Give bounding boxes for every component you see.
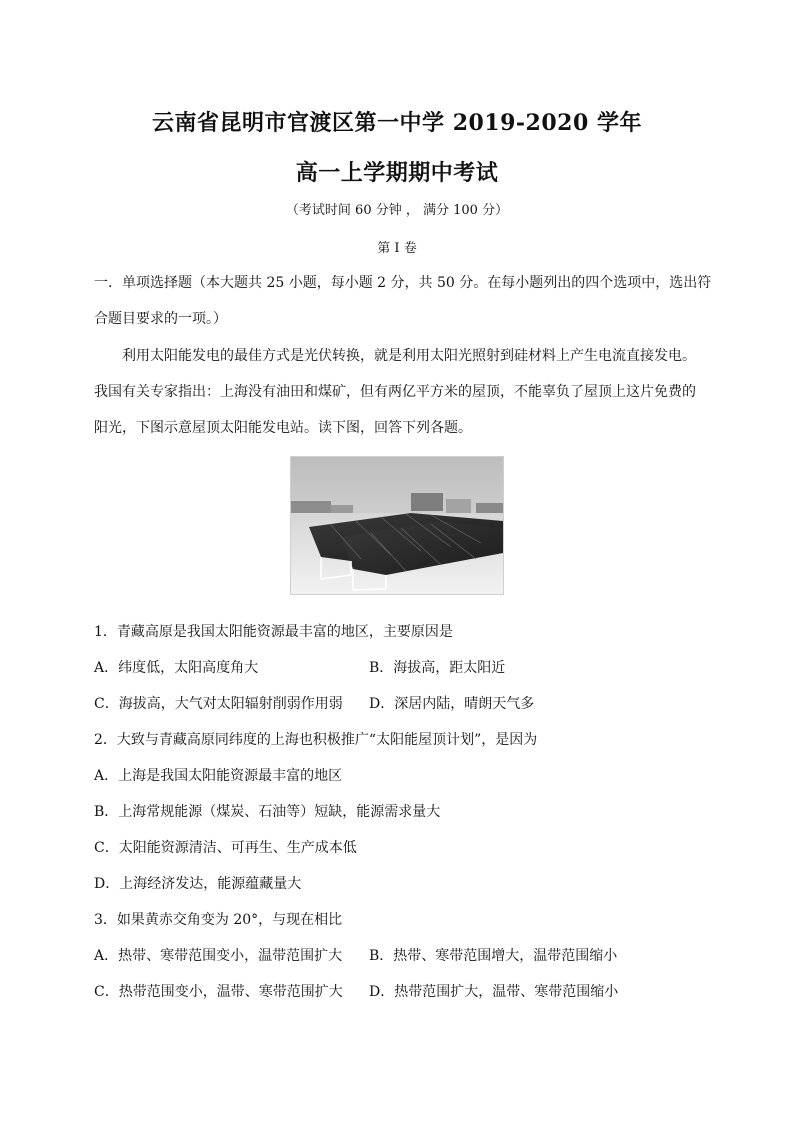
question-2-stem: 2．大致与青藏高原同纬度的上海也积极推广“太阳能屋顶计划”，是因为 [94,732,538,748]
passage-line3: 阳光，下图示意屋顶太阳能发电站。读下图，回答下列各题。 [94,420,472,436]
question-1-option-a: A．纬度低，太阳高度角大 [94,660,259,676]
question-2-option-b: B．上海常规能源（煤炭、石油等）短缺，能源需求量大 [94,804,441,820]
question-2-option-a: A．上海是我国太阳能资源最丰富的地区 [94,768,343,784]
question-1-stem: 1．青藏高原是我国太阳能资源最丰富的地区，主要原因是 [94,624,453,640]
question-3-option-c: C．热带范围变小，温带、寒带范围扩大 [94,984,343,1000]
solar-panel-photo [290,456,504,595]
question-3-option-b: B．热带、寒带范围增大，温带范围缩小 [369,948,618,964]
question-2-option-d: D．上海经济发达，能源蕴藏量大 [94,876,302,892]
passage-line1: 利用太阳能发电的最佳方式是光伏转换，就是利用太阳光照射到硅材料上产生电流直接发电。 [122,348,696,364]
passage-line2: 我国有关专家指出：上海没有油田和煤矿，但有两亿平方米的屋顶，不能辜负了屋顶上这片免费的 [94,384,696,400]
question-3-option-d: D．热带范围扩大，温带、寒带范围缩小 [369,984,619,1000]
question-3-stem: 3．如果黄赤交角变为 20°，与现在相比 [94,912,343,928]
question-3-option-a: A．热带、寒带范围变小，温带范围扩大 [94,948,343,964]
question-1-option-b: B．海拔高，距太阳近 [369,660,506,676]
question-1-option-d: D．深居内陆，晴朗天气多 [369,696,535,712]
question-1-option-c: C．海拔高，大气对太阳辐射削弱作用弱 [94,696,343,712]
question-2-option-c: C．太阳能资源清洁、可再生、生产成本低 [94,840,357,856]
section-instruction-line1: 一．单项选择题（本大题共 25 小题，每小题 2 分，共 50 分。在每小题列出的四个选项中，选出符 [94,275,712,291]
exam-subtitle-title: 高一上学期期中考试 [295,160,499,186]
exam-time-note: （考试时间 60 分钟 ， 满分 100 分） [285,203,509,218]
rooftop-solar-station-image [291,457,503,594]
volume-label: 第 I 卷 [377,241,417,256]
exam-title: 云南省昆明市官渡区第一中学 2019-2020 学年 [152,110,642,136]
section-instruction-line2: 合题目要求的一项。） [94,311,227,327]
